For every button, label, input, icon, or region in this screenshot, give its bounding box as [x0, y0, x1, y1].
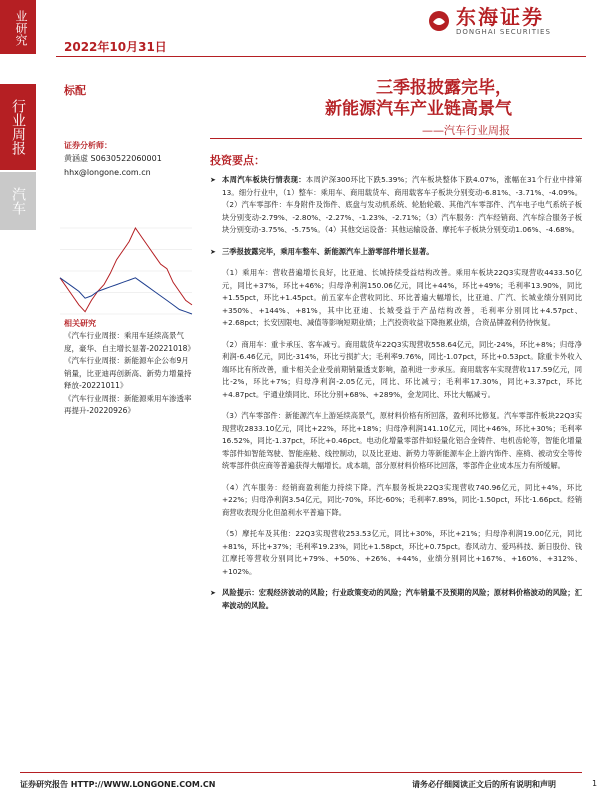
- sector-label: 汽车: [0, 172, 36, 230]
- auto-parts-paragraph: （3）汽车零部件：新能源汽车上游延续高景气，原材料价格有所回落，盈利环比修复。汽车零部件板块22Q3实现营收2833.10亿元，同比+22%，环比+18%；归母净利润141.10亿元，同比+46%，环比+30%；毛利率16.52%，同比-1.37pct，环比+0.46pct。电动化增量零部件如轻量化铝合金铸件、电机齿轮等，智能化增量零部件如智能驾驶、智能座舱、线控制动，以及比亚迪、新势力等新能源车企上游内饰件、座椅、被动安全等传统零部件供应商等普遍获得大幅增长。成本端，部分原材料价格环比回落，零部件企业成本压力有所缓解。: [222, 411, 582, 470]
- related-research-title: 相关研究: [64, 319, 96, 328]
- q3-summary-paragraph: [210, 246, 582, 259]
- analyst-name: 黄涵虚: [64, 154, 88, 163]
- risk-paragraph: [210, 587, 582, 612]
- page-number: 1: [592, 779, 598, 788]
- q3-summary-lead: 三季报披露完毕，乘用车整车、新能源汽车上游零部件增长显著。: [222, 246, 434, 256]
- analyst-label: 证券分析师：: [64, 141, 112, 150]
- brand-name: 东海证券: [456, 5, 544, 29]
- weekly-performance-paragraph: [210, 174, 582, 237]
- title-line-2: 新能源汽车产业链高景气: [325, 99, 512, 119]
- risk-text: 宏观经济波动的风险；行业政策变动的风险；汽车销量不及预期的风险；原材料价格波动的风险；汇率波动的风险。: [222, 588, 583, 610]
- weekly-performance-lead: 本周汽车板块行情表现：: [222, 175, 306, 184]
- analyst-info: [64, 152, 162, 180]
- footer-disclaimer: 请务必仔细阅读正文后的所有说明和声明: [412, 780, 556, 789]
- industry-rating: 标配: [64, 84, 86, 97]
- report-type-label: 行业周报: [0, 84, 36, 170]
- chart-series-line-1: [60, 228, 192, 312]
- report-subtitle: ——汽车行业周报: [422, 124, 510, 137]
- report-body: [210, 174, 582, 621]
- related-research-list: [64, 330, 194, 418]
- brand-mark-icon: [428, 10, 450, 32]
- weekly-performance-text: 本周沪深300环比下跌5.39%；汽车板块整体下跌4.07%，涨幅在31个行业中排第13。细分行业中，（1）整车：乘用车、商用载货车、商用载客车子板块分别变动-6.81%、-3.71%、-4.09%。（2）汽车零部件：车身附件及饰件、底盘与发动机系统、轮胎轮毂、其他汽车零部件、汽车电子电气系统子板块分别变动-2.79%、-2.80%、-2.27%、-1.23%、-2.71%；（3）汽车服务：汽车经销商、汽车综合服务子板块分别变动-3.75%、-5.75%。（4）其他交运设备：其他运输设备、摩托车子板块分别变动1.06%、-4.68%。: [222, 175, 583, 234]
- motorcycle-paragraph: （5）摩托车及其他：22Q3实现营收253.53亿元，同比+30%，环比+21%；归母净利润19.00亿元，同比+81%，环比+37%；毛利率19.23%，同比+1.58pct，环比+0.75pct。春风动力、爱玛科技、新日股份、钱江摩托等营收分别同比+79%、+50%、+26%、+44%，业绩分别同比+167%、+160%、+312%、+102%。: [222, 529, 582, 576]
- report-category-tab: 业研究: [0, 0, 36, 54]
- title-line-1: 三季报披露完毕，: [376, 78, 512, 98]
- report-title: [216, 78, 512, 120]
- related-research-item[interactable]: 《汽车行业周报：新能源乘用车渗透率再提升-20220926》: [64, 393, 192, 415]
- related-research-item[interactable]: 《汽车行业周报：新能源车企公布9月销量，比亚迪再创新高、新势力增量持释放-20221011》: [64, 356, 192, 390]
- analyst-cert: S0630522060001: [90, 154, 162, 163]
- risk-lead: 风险提示：: [222, 588, 259, 597]
- commercial-vehicle-paragraph: （2）商用车：重卡承压、客车减亏。商用载货车22Q3实现营收558.64亿元，同比-24%，环比+8%；归母净利润-6.46亿元，同比-314%，环比亏损扩大；毛利率9.76%，同比-1.07pct，环比+0.53pct。除重卡外收入端环比有所改善，重卡相关企业受前期销量透支影响，盈利进一步承压。商用载客车实现营收117.59亿元，同比-2%，环比+7%；归母净利润-2.05亿元，同比、环比减亏；毛利率17.30%，同比+3.37pct，环比+4.87pct。宇通业绩同比、环比分别+68%、+289%，金龙同比、环比大幅减亏。: [222, 339, 582, 399]
- brand-logo: [428, 6, 551, 36]
- index-performance-chart: [56, 218, 196, 328]
- passenger-car-paragraph: （1）乘用车：营收普遍增长良好，比亚迪、长城持续受益结构改善。乘用车板块22Q3实现营收4433.50亿元，同比+37%，环比+46%；归母净利润150.06亿元，同比+44%，环比+49%；毛利率13.90%，同比+1.55pct，环比+1.45pct。前五家车企营收同比、环比普遍大幅增长，比亚迪、广汽、长城业绩分别同比+350%、+144%、+81%，其中比亚迪、长城受益于产品结构改善，毛利率分别同比+4.57pct、+2.68pct；长安因限电、减值等影响短期业绩；上汽投资收益下降拖累业绩，合资品牌盈利仍待恢复。: [222, 268, 582, 327]
- related-research-item[interactable]: 《汽车行业周报：乘用车延续高景气度，豪华、自主增长显著-20221018》: [64, 331, 195, 353]
- auto-service-paragraph: （4）汽车服务：经销商盈利能力持续下降。汽车服务板块22Q3实现营收740.96亿元，同比+4%，环比+22%；归母净利润3.54亿元，同比-70%，环比-60%；毛利率7.89%，同比-1.50pct，环比-1.66pct。经销商营收表现分化但盈利水平普遍下降。: [222, 482, 582, 517]
- footer-website[interactable]: 证券研究报告 HTTP://WWW.LONGONE.COM.CN: [20, 780, 216, 789]
- title-divider: [210, 138, 582, 139]
- key-points-heading: 投资要点：: [210, 154, 265, 167]
- chart-series-line-2: [60, 278, 192, 314]
- report-date: 2022年10月31日: [64, 40, 167, 54]
- footer-divider: [20, 772, 582, 773]
- brand-name-en: DONGHAI SECURITIES: [456, 28, 551, 36]
- analyst-email[interactable]: hhx@longone.com.cn: [64, 168, 151, 177]
- header-divider: [56, 56, 586, 57]
